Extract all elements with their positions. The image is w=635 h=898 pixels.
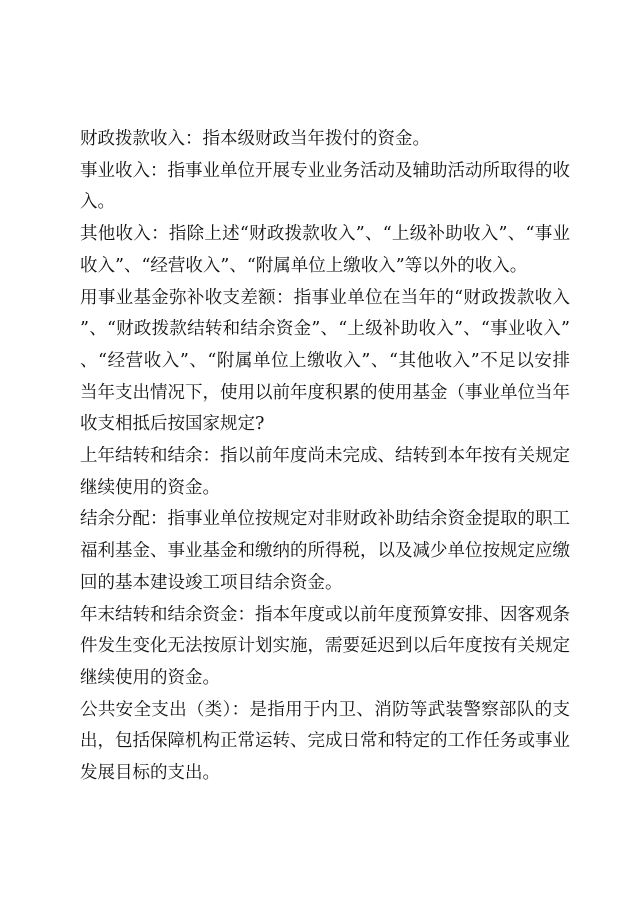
paragraph-business-fund-offset: 用事业基金弥补收支差额：指事业单位在当年的“财政拨款收入”、“财政拨款结转和结余资金”、“上级补助收入”、“事业收入”、“经营收入”、“附属单位上缴收入”、“其他收入”不足以安排当年支出情况下，使用以前年度积累的使用基金（事业单位当年收支相抵后按国家规定? bbox=[80, 287, 570, 435]
document-body bbox=[80, 124, 570, 790]
paragraph-surplus-distribution: 结余分配：指事业单位按规定对非财政补助结余资金提取的职工福利基金、事业基金和缴纳的所得税，以及减少单位按规定应缴回的基本建设竣工项目结余资金。 bbox=[80, 509, 570, 593]
paragraph-business-income: 事业收入：指事业单位开展专业业务活动及辅助活动所取得的收入。 bbox=[80, 160, 570, 213]
paragraph-year-end-carryover: 年末结转和结余资金：指本年度或以前年度预算安排、因客观条件发生变化无法按原计划实施，需要延迟到以后年度按有关规定继续使用的资金。 bbox=[80, 604, 570, 688]
paragraph-other-income: 其他收入：指除上述“财政拨款收入”、“上级补助收入”、“事业收入”、“经营收入”、“附属单位上缴收入”等以外的收入。 bbox=[80, 224, 570, 276]
paragraph-prior-year-carryover: 上年结转和结余：指以前年度尚未完成、结转到本年按有关规定继续使用的资金。 bbox=[80, 446, 570, 498]
paragraph-public-security-expenditure: 公共安全支出（类）：是指用于内卫、消防等武装警察部队的支出，包括保障机构正常运转、完成日常和特定的工作任务或事业发展目标的支出。 bbox=[80, 699, 570, 784]
paragraph-fiscal-appropriation-income: 财政拨款收入：指本级财政当年拨付的资金。 bbox=[80, 129, 430, 149]
